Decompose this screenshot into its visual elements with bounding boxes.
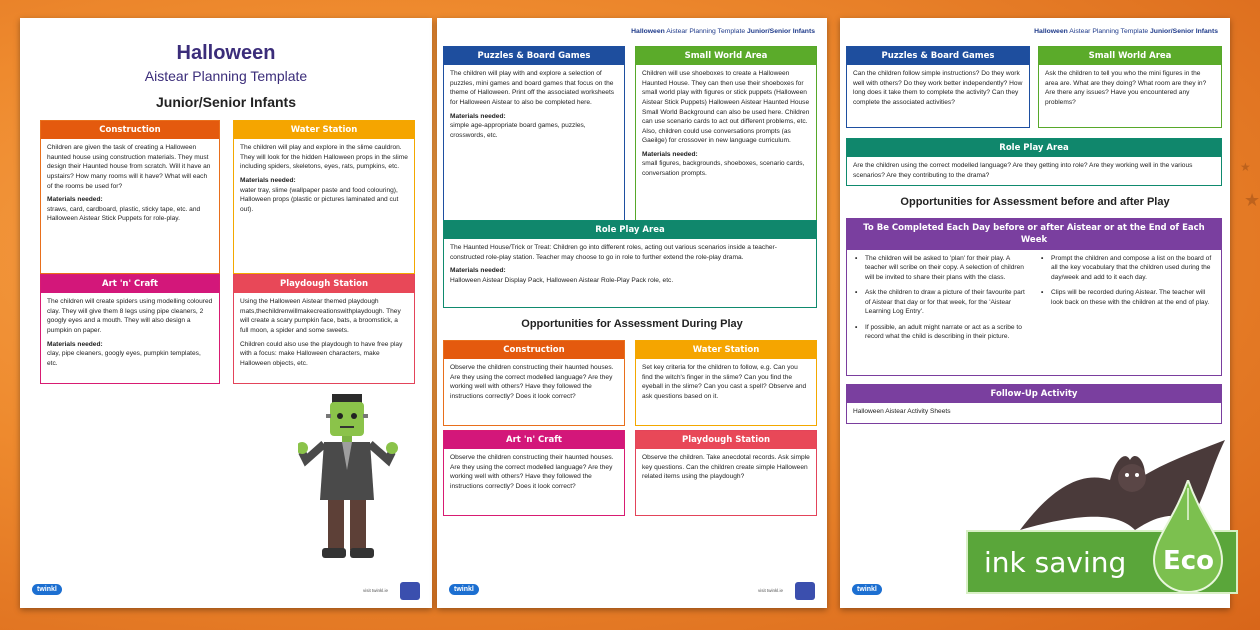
materials-label: Materials needed: bbox=[47, 340, 103, 348]
assess-smallworld-box bbox=[1038, 46, 1222, 128]
assess-art-box bbox=[443, 430, 625, 516]
construction-materials: straws, card, cardboard, plastic, sticky tape, etc. and Halloween Aistear Stick Puppets for role-play. bbox=[47, 205, 201, 223]
assess-puzzles-box bbox=[846, 46, 1030, 128]
assess-playdough-body: Observe the children. Take anecdotal records. Ask simple key questions. Can the children create simple Halloween related items using the playdough? bbox=[642, 454, 810, 481]
list-item: • Prompt the children and compose a list on the board of all the key vocabulary that the children used during the day/week and add to it each day. bbox=[1039, 254, 1215, 283]
award-seal-icon bbox=[400, 582, 420, 600]
materials-label: Materials needed: bbox=[450, 112, 506, 120]
running-header: Halloween Aistear Planning Template Junior/Senior Infants bbox=[631, 28, 815, 35]
assess-roleplay-body: Are the children using the correct modelled language? Are they getting into role? Are they working well in the various scenarios? Are they contributing to the drama? bbox=[853, 162, 1193, 179]
list-item: • The children will be asked to 'plan' for their play. A teacher will scribe on their copy. A selection of children will be invited to share their plans with the class. bbox=[853, 254, 1029, 283]
smallworld-box bbox=[635, 46, 817, 222]
assess-roleplay-title: Role Play Area bbox=[847, 139, 1221, 157]
puzzles-box bbox=[443, 46, 625, 222]
roleplay-body: The Haunted House/Trick or Treat: Children go into different roles, acting out various scenarios inside a teacher-constructed role-play station. Teacher may choose to go in role to further extend the role-play drama. bbox=[450, 244, 777, 261]
assess-smallworld-title: Small World Area bbox=[1039, 47, 1221, 65]
water-title: Water Station bbox=[234, 121, 414, 139]
page-1 bbox=[20, 18, 432, 608]
followup-title: Follow-Up Activity bbox=[847, 385, 1221, 403]
materials-label: Materials needed: bbox=[240, 176, 296, 184]
playdough-body-2: Children could also use the playdough to have free play with a focus: make Halloween characters, make Halloween objects, etc. bbox=[240, 340, 403, 367]
puzzles-body: The children will play with and explore a selection of puzzles, mini games and board games that focus on the theme of Halloween. Print off the associated worksheets for Halloween Aistear to also be completed here. bbox=[450, 70, 615, 106]
art-body: The children will create spiders using modelling coloured clay. They will give them 8 legs using pipe cleaners, 2 googly eyes and a mouth. They will also design a pumpkin on paper. bbox=[47, 298, 213, 334]
assess-construction-box bbox=[443, 340, 625, 426]
award-seal-icon bbox=[795, 582, 815, 600]
twinkl-logo[interactable]: twinkl bbox=[449, 584, 479, 595]
construction-box bbox=[40, 120, 220, 274]
footer-url[interactable]: visit twinkl.ie bbox=[757, 588, 783, 593]
running-header: Halloween Aistear Planning Template Junior/Senior Infants bbox=[1034, 28, 1218, 35]
roleplay-title: Role Play Area bbox=[444, 221, 816, 239]
smallworld-title: Small World Area bbox=[636, 47, 816, 65]
list-item: • Clips will be recorded during Aistear. The teacher will look back on these with the children at the end of play. bbox=[1039, 288, 1215, 307]
twinkl-logo[interactable]: twinkl bbox=[32, 584, 62, 595]
followup-body: Halloween Aistear Activity Sheets bbox=[853, 408, 951, 416]
water-materials: water tray, slime (wallpaper paste and food colouring), Halloween props (plastic or pictures laminated and cut out). bbox=[240, 186, 399, 213]
assess-water-body: Set key criteria for the children to follow, e.g. Can you find the witch's finger in the slime? Can you find the eyeball in the slime? Can you cast a spell? Observe and ask questions based on it. bbox=[642, 364, 807, 400]
assess-puzzles-title: Puzzles & Board Games bbox=[847, 47, 1029, 65]
assess-playdough-box bbox=[635, 430, 817, 516]
daily-box bbox=[846, 218, 1222, 376]
smallworld-materials: small figures, backgrounds, shoeboxes, scenario cards, conversation prompts. bbox=[642, 160, 805, 177]
daily-left-list bbox=[853, 254, 1029, 348]
materials-label: Materials needed: bbox=[47, 196, 103, 204]
star-icon: ★ bbox=[1240, 160, 1251, 174]
water-box bbox=[233, 120, 415, 274]
assess-water-title: Water Station bbox=[636, 341, 816, 359]
star-icon: ★ bbox=[1244, 190, 1260, 210]
footer bbox=[449, 582, 815, 600]
twinkl-logo[interactable]: twinkl bbox=[852, 584, 882, 595]
footer bbox=[32, 582, 420, 600]
art-box bbox=[40, 274, 220, 384]
assess-roleplay-box bbox=[846, 138, 1222, 186]
assess-construction-body: Observe the children constructing their haunted houses. Are they using the correct modelled language? Are they working well with others? Have they followed the instructions correctly? Does it look correct? bbox=[450, 364, 614, 400]
materials-label: Materials needed: bbox=[450, 267, 506, 275]
page-subtitle: Aistear Planning Template bbox=[144, 68, 308, 84]
water-body: The children will play and explore in the slime cauldron. They will look for the hidden Halloween props in the slime including spiders, skeletons, eyes, rats, pumpkins, etc. bbox=[240, 144, 408, 171]
list-item: • If possible, an adult might narrate or act as a scribe to record what the child is describing in their picture. bbox=[853, 323, 1029, 342]
puzzles-materials: simple age-appropriate board games, puzzles, crosswords, etc. bbox=[450, 122, 586, 139]
assess-puzzles-body: Can the children follow simple instructions? Do they work well with others? Do they work better independently? How long does it take them to complete the activity? Can they complete the associated activities? bbox=[853, 70, 1023, 106]
followup-box bbox=[846, 384, 1222, 424]
section-heading: Opportunities for Assessment before and after Play bbox=[900, 196, 1170, 208]
list-item: • Ask the children to draw a picture of their favourite part of Aistear that day or for that week, for the 'Aistear Learning Log Entry'. bbox=[853, 288, 1029, 317]
art-title: Art 'n' Craft bbox=[41, 275, 219, 293]
ink-saving-badge bbox=[966, 530, 1238, 594]
footer-url[interactable]: visit twinkl.ie bbox=[362, 588, 388, 593]
construction-title: Construction bbox=[41, 121, 219, 139]
daily-right-list bbox=[1039, 254, 1215, 348]
page-level: Junior/Senior Infants bbox=[155, 94, 296, 110]
roleplay-materials: Halloween Aistear Display Pack, Halloween Aistear Role-Play Pack role, etc. bbox=[450, 276, 674, 284]
eco-label: Eco bbox=[1162, 546, 1214, 576]
materials-label: Materials needed: bbox=[642, 150, 698, 158]
assess-playdough-title: Playdough Station bbox=[636, 431, 816, 449]
puzzles-title: Puzzles & Board Games bbox=[444, 47, 624, 65]
assess-art-body: Observe the children constructing their haunted houses. Are they using the correct modelled language? Are they working well with others? Have they followed the instructions correctly? Does it look correct? bbox=[450, 454, 614, 490]
monster-illustration bbox=[298, 390, 398, 562]
construction-body: Children are given the task of creating a Halloween haunted house using construction materials. They must design their Haunted house from scratch. Will it have an upstairs? How many rooms will it have? What will each of the rooms be used for? bbox=[47, 144, 211, 190]
smallworld-body: Children will use shoeboxes to create a Halloween Haunted House. They can then use their shoeboxes for small world play with figures or stick puppets (Halloween Aistear Stick Puppets) Halloween Aistear Haunted House Small World Background can also be used here. Children can use scenario cards to act out different problems, etc. Also, children could use conversations prompts (as Gaeilge) for crossover in new language curriculum. bbox=[642, 70, 810, 145]
playdough-title: Playdough Station bbox=[234, 275, 414, 293]
page-2 bbox=[437, 18, 827, 608]
section-heading: Opportunities for Assessment During Play bbox=[521, 318, 743, 330]
assess-construction-title: Construction bbox=[444, 341, 624, 359]
art-materials: clay, pipe cleaners, googly eyes, pumpkin templates, etc. bbox=[47, 350, 201, 367]
roleplay-box bbox=[443, 220, 817, 308]
ink-saving-label: ink saving bbox=[984, 546, 1127, 579]
daily-title: To Be Completed Each Day before or after Aistear or at the End of Each Week bbox=[847, 219, 1221, 250]
assess-art-title: Art 'n' Craft bbox=[444, 431, 624, 449]
assess-smallworld-body: Ask the children to tell you who the mini figures in the area are. What are they doing? What room are they in? Are there any issues? Have you encountered any problems? bbox=[1045, 70, 1207, 106]
page-title: Halloween bbox=[176, 42, 276, 64]
assess-water-box bbox=[635, 340, 817, 426]
playdough-box bbox=[233, 274, 415, 384]
playdough-body: Using the Halloween Aistear themed playdough mats,thechildrenwillmakecreationswithplaydough. They will create a scary pumpkin face, bats, a broomstick, a full moon, a spider and some sweets. bbox=[240, 298, 401, 334]
